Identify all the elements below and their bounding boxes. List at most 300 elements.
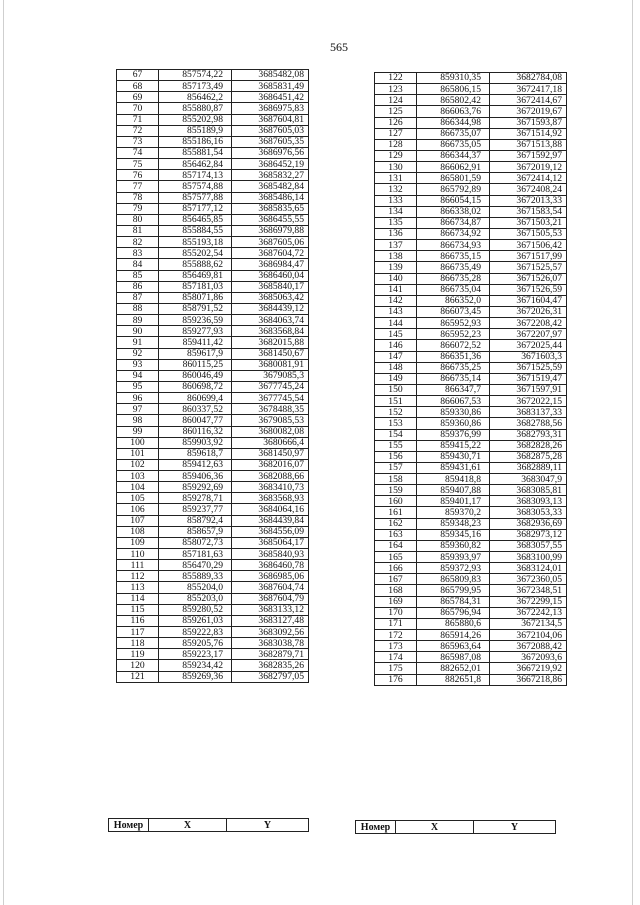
y-coordinate: 3686984,47	[232, 259, 309, 270]
y-coordinate: 3680082,08	[232, 426, 309, 437]
table-row	[375, 295, 567, 306]
x-coordinate: 856462,2	[159, 92, 232, 103]
y-coordinate: 3686985,06	[232, 571, 309, 582]
y-coordinate: 3672019,12	[490, 162, 567, 173]
point-number: 90	[117, 326, 159, 337]
table-row	[117, 393, 309, 404]
table-row	[117, 170, 309, 181]
x-coordinate: 859370,2	[417, 507, 490, 518]
y-coordinate: 3672242,13	[490, 607, 567, 618]
x-coordinate: 859418,8	[417, 474, 490, 485]
y-coordinate: 3687604,81	[232, 114, 309, 125]
table-row	[375, 563, 567, 574]
y-coordinate: 3671603,3	[490, 351, 567, 362]
y-coordinate: 3683127,48	[232, 615, 309, 626]
x-coordinate: 866072,52	[417, 340, 490, 351]
table-row	[117, 671, 309, 682]
table-row	[375, 496, 567, 507]
point-number: 98	[117, 415, 159, 426]
y-coordinate: 3678488,35	[232, 404, 309, 415]
table-row	[375, 474, 567, 485]
x-coordinate: 859310,35	[417, 73, 490, 84]
y-coordinate: 3671526,07	[490, 273, 567, 284]
table-row	[117, 537, 309, 548]
x-coordinate: 859278,71	[159, 493, 232, 504]
point-number: 168	[375, 585, 417, 596]
page-number: 565	[330, 40, 348, 54]
table-row	[375, 340, 567, 351]
table-row	[375, 162, 567, 173]
table-row	[375, 251, 567, 262]
x-coordinate: 859401,17	[417, 496, 490, 507]
y-coordinate: 3682015,88	[232, 337, 309, 348]
table-row	[117, 660, 309, 671]
x-coordinate: 859412,63	[159, 459, 232, 470]
table-row	[375, 618, 567, 629]
point-number: 70	[117, 103, 159, 114]
x-coordinate: 865799,95	[417, 585, 490, 596]
table-row	[117, 504, 309, 515]
x-coordinate: 865801,59	[417, 173, 490, 184]
table-row	[117, 638, 309, 649]
y-coordinate: 3672093,6	[490, 652, 567, 663]
y-coordinate: 3683057,55	[490, 540, 567, 551]
y-coordinate: 3672019,67	[490, 106, 567, 117]
y-coordinate: 3672088,42	[490, 641, 567, 652]
point-number: 74	[117, 147, 159, 158]
table-row	[375, 507, 567, 518]
point-number: 141	[375, 284, 417, 295]
point-number: 91	[117, 337, 159, 348]
point-number: 159	[375, 485, 417, 496]
y-coordinate: 3685064,17	[232, 537, 309, 548]
x-coordinate: 857174,13	[159, 170, 232, 181]
x-coordinate: 857173,49	[159, 81, 232, 92]
y-coordinate: 3683124,01	[490, 563, 567, 574]
y-coordinate: 3682875,28	[490, 451, 567, 462]
point-number: 150	[375, 384, 417, 395]
table-row	[375, 429, 567, 440]
x-coordinate: 855189,9	[159, 125, 232, 136]
y-coordinate: 3686979,88	[232, 225, 309, 236]
table-row	[117, 81, 309, 92]
table-row	[375, 362, 567, 373]
point-number: 80	[117, 214, 159, 225]
table-row	[375, 117, 567, 128]
point-number: 82	[117, 237, 159, 248]
point-number: 119	[117, 649, 159, 660]
y-coordinate: 3685831,49	[232, 81, 309, 92]
y-coordinate: 3683047,9	[490, 474, 567, 485]
point-number: 139	[375, 262, 417, 273]
table-row	[117, 604, 309, 615]
x-coordinate: 860337,52	[159, 404, 232, 415]
y-coordinate: 3687605,35	[232, 136, 309, 147]
y-coordinate: 3685486,14	[232, 192, 309, 203]
table-row	[375, 652, 567, 663]
y-coordinate: 3672026,31	[490, 306, 567, 317]
point-number: 130	[375, 162, 417, 173]
x-coordinate: 866073,45	[417, 306, 490, 317]
x-coordinate: 866735,14	[417, 373, 490, 384]
x-coordinate: 859236,59	[159, 315, 232, 326]
x-coordinate: 865987,08	[417, 652, 490, 663]
table-row	[375, 84, 567, 95]
point-number: 134	[375, 206, 417, 217]
table-row	[117, 493, 309, 504]
table-row	[375, 206, 567, 217]
point-number: 158	[375, 474, 417, 485]
y-coordinate: 3672417,18	[490, 84, 567, 95]
point-number: 146	[375, 340, 417, 351]
point-number: 174	[375, 652, 417, 663]
x-coordinate: 860698,72	[159, 381, 232, 392]
x-coordinate: 859222,83	[159, 627, 232, 638]
x-coordinate: 855202,54	[159, 248, 232, 259]
y-coordinate: 3683053,33	[490, 507, 567, 518]
coordinates-table-right	[374, 72, 567, 686]
table-row	[117, 615, 309, 626]
y-coordinate: 3682784,08	[490, 73, 567, 84]
y-coordinate: 3671593,87	[490, 117, 567, 128]
table-row	[117, 381, 309, 392]
y-coordinate: 3682788,56	[490, 418, 567, 429]
coordinates-table-right-body	[375, 73, 567, 686]
y-coordinate: 3684063,74	[232, 315, 309, 326]
table-row	[375, 184, 567, 195]
point-number: 92	[117, 348, 159, 359]
table-row	[375, 574, 567, 585]
table-row	[117, 92, 309, 103]
x-coordinate: 859292,69	[159, 482, 232, 493]
y-coordinate: 3686460,78	[232, 560, 309, 571]
y-coordinate: 3671604,47	[490, 295, 567, 306]
header-y: Y	[227, 819, 309, 832]
x-coordinate: 855880,87	[159, 103, 232, 114]
table-row	[117, 627, 309, 638]
header-number: Номер	[109, 819, 149, 832]
y-coordinate: 3683038,78	[232, 638, 309, 649]
point-number: 144	[375, 318, 417, 329]
x-coordinate: 855204,0	[159, 582, 232, 593]
point-number: 108	[117, 526, 159, 537]
y-coordinate: 3672134,5	[490, 618, 567, 629]
x-coordinate: 859223,17	[159, 649, 232, 660]
table-row	[117, 515, 309, 526]
table-row	[117, 326, 309, 337]
y-coordinate: 3672208,42	[490, 318, 567, 329]
table-row	[375, 173, 567, 184]
x-coordinate: 866067,53	[417, 396, 490, 407]
y-coordinate: 3672025,44	[490, 340, 567, 351]
point-number: 117	[117, 627, 159, 638]
table-row	[375, 407, 567, 418]
y-coordinate: 3671517,99	[490, 251, 567, 262]
y-coordinate: 3682088,66	[232, 471, 309, 482]
x-coordinate: 859280,52	[159, 604, 232, 615]
y-coordinate: 3683568,93	[232, 493, 309, 504]
y-coordinate: 3672104,06	[490, 630, 567, 641]
table-row	[375, 596, 567, 607]
x-coordinate: 859431,61	[417, 462, 490, 473]
point-number: 175	[375, 663, 417, 674]
point-number: 124	[375, 95, 417, 106]
point-number: 145	[375, 329, 417, 340]
point-number: 89	[117, 315, 159, 326]
y-coordinate: 3671513,88	[490, 139, 567, 150]
point-number: 96	[117, 393, 159, 404]
point-number: 78	[117, 192, 159, 203]
point-number: 133	[375, 195, 417, 206]
point-number: 77	[117, 181, 159, 192]
x-coordinate: 865806,15	[417, 84, 490, 95]
point-number: 75	[117, 159, 159, 170]
point-number: 79	[117, 203, 159, 214]
x-coordinate: 865880,6	[417, 618, 490, 629]
point-number: 153	[375, 418, 417, 429]
table-row	[375, 440, 567, 451]
x-coordinate: 859237,77	[159, 504, 232, 515]
x-coordinate: 865809,83	[417, 574, 490, 585]
y-coordinate: 3685482,84	[232, 181, 309, 192]
table-row	[117, 159, 309, 170]
point-number: 68	[117, 81, 159, 92]
y-coordinate: 3682828,26	[490, 440, 567, 451]
y-coordinate: 3677745,54	[232, 393, 309, 404]
point-number: 161	[375, 507, 417, 518]
point-number: 120	[117, 660, 159, 671]
x-coordinate: 857177,12	[159, 203, 232, 214]
y-coordinate: 3683093,13	[490, 496, 567, 507]
table-row	[375, 195, 567, 206]
y-coordinate: 3682797,05	[232, 671, 309, 682]
point-number: 93	[117, 359, 159, 370]
table-row	[375, 217, 567, 228]
y-coordinate: 3667219,92	[490, 663, 567, 674]
y-coordinate: 3685832,27	[232, 170, 309, 181]
table-row	[117, 203, 309, 214]
y-coordinate: 3671519,47	[490, 373, 567, 384]
x-coordinate: 865792,89	[417, 184, 490, 195]
x-coordinate: 855889,33	[159, 571, 232, 582]
table-row	[117, 303, 309, 314]
y-coordinate: 3683137,33	[490, 407, 567, 418]
x-coordinate: 855884,55	[159, 225, 232, 236]
table-row	[117, 359, 309, 370]
point-number: 87	[117, 292, 159, 303]
table-row	[375, 630, 567, 641]
x-coordinate: 866735,05	[417, 139, 490, 150]
y-coordinate: 3671514,92	[490, 128, 567, 139]
x-coordinate: 866063,76	[417, 106, 490, 117]
y-coordinate: 3686460,04	[232, 270, 309, 281]
table-row	[375, 128, 567, 139]
table-row	[375, 663, 567, 674]
point-number: 116	[117, 615, 159, 626]
table-row	[375, 396, 567, 407]
x-coordinate: 858791,52	[159, 303, 232, 314]
y-coordinate: 3685482,08	[232, 70, 309, 81]
x-coordinate: 859234,42	[159, 660, 232, 671]
table-row	[375, 106, 567, 117]
point-number: 155	[375, 440, 417, 451]
scan-edge-line	[3, 0, 4, 905]
x-coordinate: 865784,31	[417, 596, 490, 607]
table-row	[117, 649, 309, 660]
x-coordinate: 859372,93	[417, 563, 490, 574]
x-coordinate: 865802,42	[417, 95, 490, 106]
table-row	[117, 370, 309, 381]
x-coordinate: 865914,26	[417, 630, 490, 641]
y-coordinate: 3672348,51	[490, 585, 567, 596]
x-coordinate: 859407,88	[417, 485, 490, 496]
y-coordinate: 3682879,71	[232, 649, 309, 660]
table-row	[375, 607, 567, 618]
table-row	[117, 225, 309, 236]
x-coordinate: 859618,7	[159, 448, 232, 459]
point-number: 154	[375, 429, 417, 440]
point-number: 138	[375, 251, 417, 262]
y-coordinate: 3671597,91	[490, 384, 567, 395]
x-coordinate: 857577,88	[159, 192, 232, 203]
y-coordinate: 3681450,97	[232, 448, 309, 459]
point-number: 142	[375, 295, 417, 306]
table-row	[117, 315, 309, 326]
x-coordinate: 855881,54	[159, 147, 232, 158]
x-coordinate: 855193,18	[159, 237, 232, 248]
point-number: 173	[375, 641, 417, 652]
x-coordinate: 858071,86	[159, 292, 232, 303]
y-coordinate: 3682936,69	[490, 518, 567, 529]
header-table-left	[108, 818, 309, 832]
table-row	[117, 415, 309, 426]
x-coordinate: 860116,32	[159, 426, 232, 437]
table-row	[117, 259, 309, 270]
point-number: 102	[117, 459, 159, 470]
point-number: 143	[375, 306, 417, 317]
y-coordinate: 3685840,17	[232, 281, 309, 292]
x-coordinate: 859360,82	[417, 540, 490, 551]
point-number: 109	[117, 537, 159, 548]
x-coordinate: 857574,88	[159, 181, 232, 192]
x-coordinate: 859205,76	[159, 638, 232, 649]
x-coordinate: 866735,25	[417, 362, 490, 373]
x-coordinate: 866734,87	[417, 217, 490, 228]
point-number: 118	[117, 638, 159, 649]
point-number: 111	[117, 560, 159, 571]
table-row	[375, 284, 567, 295]
x-coordinate: 859393,97	[417, 552, 490, 563]
y-coordinate: 3679085,53	[232, 415, 309, 426]
table-row	[117, 192, 309, 203]
point-number: 99	[117, 426, 159, 437]
y-coordinate: 3677745,24	[232, 381, 309, 392]
x-coordinate: 866062,91	[417, 162, 490, 173]
point-number: 135	[375, 217, 417, 228]
point-number: 76	[117, 170, 159, 181]
y-coordinate: 3682793,31	[490, 429, 567, 440]
x-coordinate: 859330,86	[417, 407, 490, 418]
x-coordinate: 866054,15	[417, 195, 490, 206]
table-row	[117, 281, 309, 292]
point-number: 126	[375, 117, 417, 128]
table-row	[375, 351, 567, 362]
point-number: 106	[117, 504, 159, 515]
y-coordinate: 3685063,42	[232, 292, 309, 303]
point-number: 103	[117, 471, 159, 482]
table-row	[117, 292, 309, 303]
y-coordinate: 3682835,26	[232, 660, 309, 671]
table-row	[117, 214, 309, 225]
x-coordinate: 859903,92	[159, 437, 232, 448]
point-number: 172	[375, 630, 417, 641]
table-row	[375, 518, 567, 529]
point-number: 114	[117, 593, 159, 604]
table-row	[375, 462, 567, 473]
point-number: 115	[117, 604, 159, 615]
x-coordinate: 859406,36	[159, 471, 232, 482]
table-row	[375, 418, 567, 429]
x-coordinate: 858657,9	[159, 526, 232, 537]
table-row	[117, 125, 309, 136]
point-number: 71	[117, 114, 159, 125]
y-coordinate: 3686451,42	[232, 92, 309, 103]
point-number: 132	[375, 184, 417, 195]
y-coordinate: 3686975,83	[232, 103, 309, 114]
point-number: 156	[375, 451, 417, 462]
x-coordinate: 855203,0	[159, 593, 232, 604]
y-coordinate: 3685840,93	[232, 549, 309, 560]
x-coordinate: 859411,42	[159, 337, 232, 348]
x-coordinate: 855888,62	[159, 259, 232, 270]
y-coordinate: 3683568,84	[232, 326, 309, 337]
x-coordinate: 859360,86	[417, 418, 490, 429]
point-number: 85	[117, 270, 159, 281]
point-number: 151	[375, 396, 417, 407]
y-coordinate: 3679085,3	[232, 370, 309, 381]
y-coordinate: 3684064,16	[232, 504, 309, 515]
x-coordinate: 866735,28	[417, 273, 490, 284]
point-number: 110	[117, 549, 159, 560]
point-number: 163	[375, 529, 417, 540]
x-coordinate: 857574,22	[159, 70, 232, 81]
y-coordinate: 3687605,06	[232, 237, 309, 248]
point-number: 86	[117, 281, 159, 292]
y-coordinate: 3671506,42	[490, 240, 567, 251]
y-coordinate: 3687604,74	[232, 582, 309, 593]
table-row	[117, 337, 309, 348]
point-number: 169	[375, 596, 417, 607]
table-row	[375, 139, 567, 150]
point-number: 83	[117, 248, 159, 259]
table-row	[375, 540, 567, 551]
point-number: 136	[375, 228, 417, 239]
y-coordinate: 3671592,97	[490, 150, 567, 161]
table-row	[375, 262, 567, 273]
table-row	[375, 384, 567, 395]
table-row	[375, 485, 567, 496]
y-coordinate: 3672013,33	[490, 195, 567, 206]
y-coordinate: 3683100,99	[490, 552, 567, 563]
table-row	[375, 228, 567, 239]
y-coordinate: 3685835,65	[232, 203, 309, 214]
y-coordinate: 3682889,11	[490, 462, 567, 473]
table-row	[375, 585, 567, 596]
x-coordinate: 866347,7	[417, 384, 490, 395]
x-coordinate: 865952,93	[417, 318, 490, 329]
point-number: 100	[117, 437, 159, 448]
y-coordinate: 3672207,97	[490, 329, 567, 340]
